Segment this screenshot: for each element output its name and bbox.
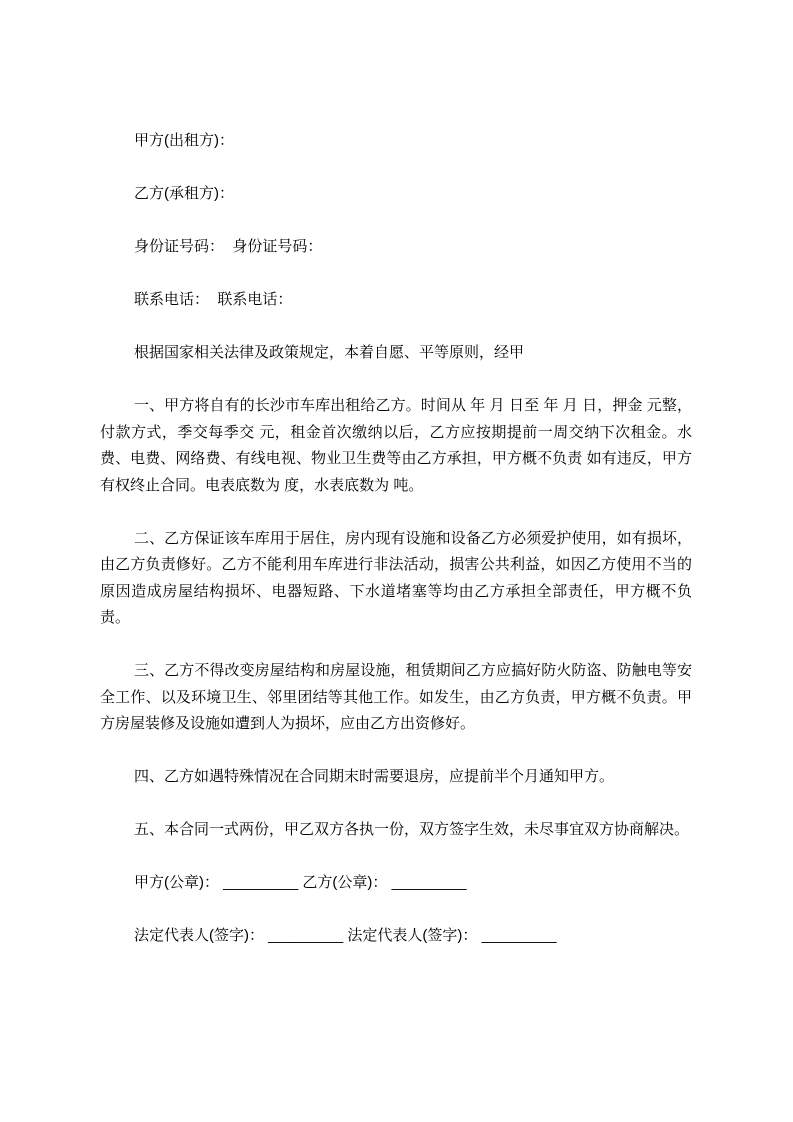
clause-4: 四、乙方如遇特殊情况在合同期末时需要退房，应提前半个月通知甲方。 [134,768,615,785]
clause-3: 三、乙方不得改变房屋结构和房屋设施，租赁期间乙方应搞好防火防盗、防触电等安全工作、以及环境卫生、邻里团结等其他工作。如发生，由乙方负责，甲方概不负责。甲方房屋装修及设施如遭到人为损坏，应由乙方出资修好。 [100,662,692,732]
preamble: 根据国家相关法律及政策规定，本着自愿、平等原则，经甲 [134,344,525,361]
party-b-line: 乙方(承租方)： [134,185,234,202]
id-number-line: 身份证号码： 身份证号码： [134,238,323,255]
phone-line: 联系电话： 联系电话： [134,291,293,308]
clause-2: 二、乙方保证该车库用于居住，房内现有设施和设备乙方必须爱护使用，如有损坏，由乙方负责修好。乙方不能利用车库进行非法活动，损害公共利益，如因乙方使用不当的原因造成房屋结构损坏、电器短路、下水道堵塞等均由乙方承担全部责任，甲方概不负责。 [100,529,692,626]
party-a-line: 甲方(出租方)： [134,132,234,149]
signature-line: 法定代表人(签字)： _________ 法定代表人(签字)： _________ [134,927,557,944]
clause-5: 五、本合同一式两份，甲乙双方各执一份，双方签字生效，未尽事宜双方协商解决。 [134,821,690,838]
seal-line: 甲方(公章)： _________ 乙方(公章)： _________ [134,874,467,891]
clause-1: 一、甲方将自有的长沙市车库出租给乙方。时间从 年 月 日至 年 月 日，押金 元整，付款方式，季交每季交 元，租金首次缴纳以后，乙方应按期提前一周交纳下次租金。水费、电费、网络费、有线电视、物业卫生费等由乙方承担，甲方概不负责 如有违反，甲方有权终止合同。电表底数为 度，水表底数为 吨。 [100,397,692,494]
